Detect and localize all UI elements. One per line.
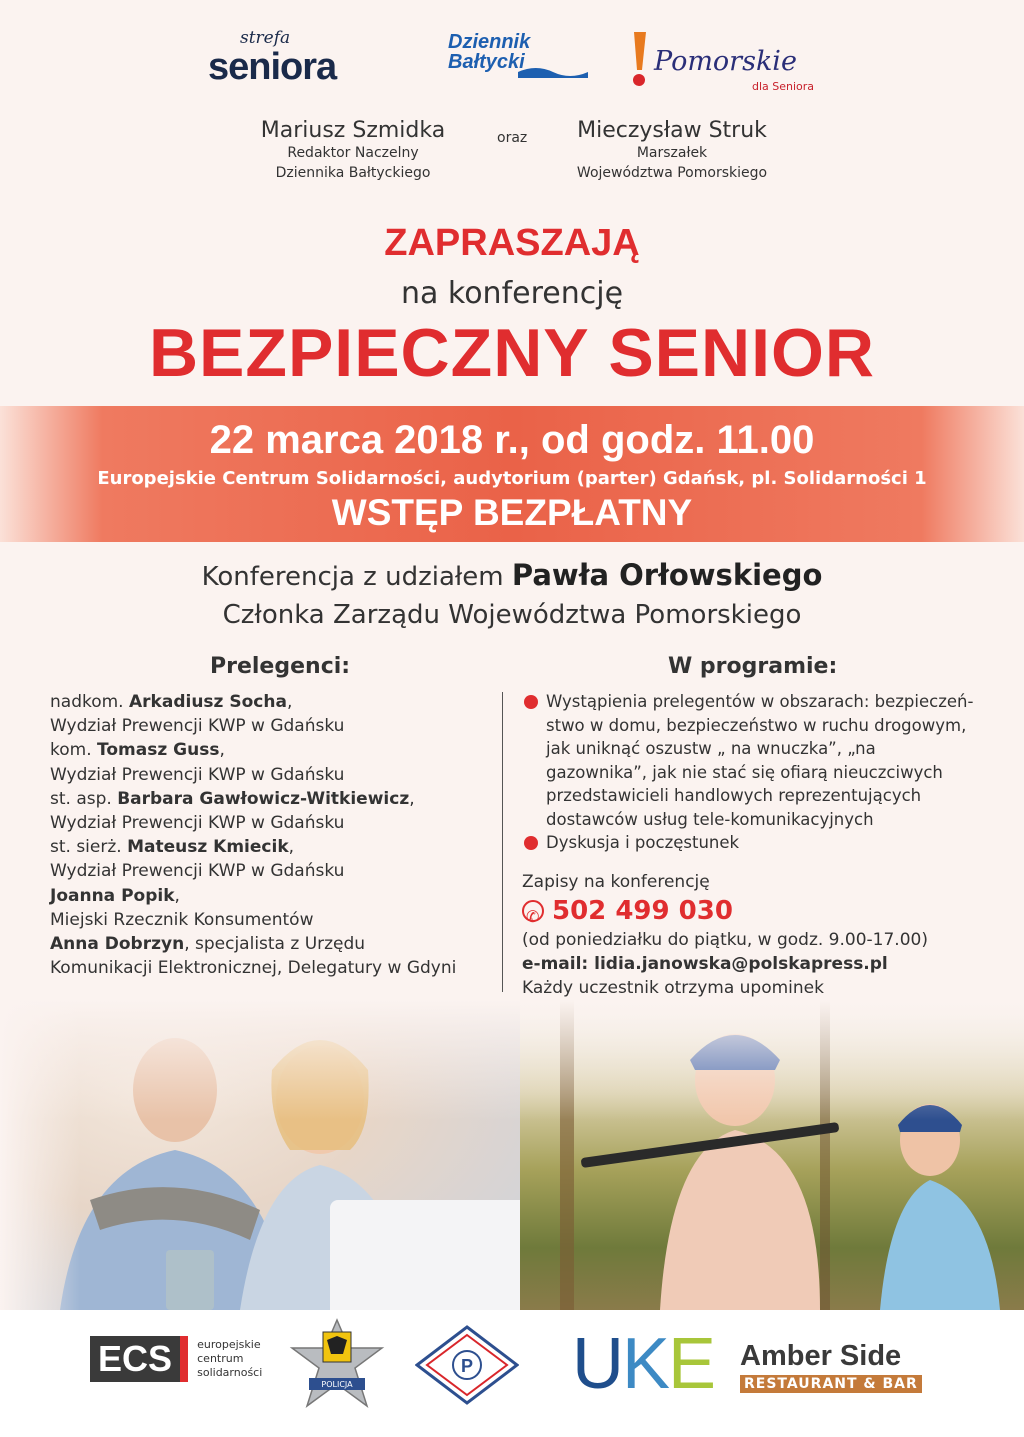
speaker-rank: st. sierż. xyxy=(50,837,128,858)
column-divider xyxy=(502,692,503,992)
registration-label: Zapisy na konferencję xyxy=(522,872,710,892)
email-label: e-mail: xyxy=(522,954,595,974)
traffic-police-logo xyxy=(415,1325,519,1405)
dziennik-baltycki-logo xyxy=(448,32,588,84)
ecs-line2: centrum xyxy=(197,1352,244,1365)
speaker-5 xyxy=(50,884,500,908)
ecs-logo-text xyxy=(197,1338,262,1380)
ecs-line1: europejskie xyxy=(197,1338,261,1351)
guest-line2: Członka Zarządu Województwa Pomorskiego xyxy=(222,600,802,630)
guest-line1 xyxy=(0,558,1024,592)
speaker-3 xyxy=(50,787,500,811)
top-fade xyxy=(0,1000,1024,1120)
speaker-name: Arkadiusz Socha xyxy=(129,692,287,712)
phone-number-row[interactable] xyxy=(522,894,992,928)
uke-k: K xyxy=(622,1324,669,1404)
speaker-1-org: Wydział Prewencji KWP w Gdańsku xyxy=(50,716,345,737)
host-and: oraz xyxy=(497,130,528,146)
strefa-logo-big: seniora xyxy=(208,46,337,88)
program-item-1-text: Wystąpienia prelegentów w obszarach: bezpieczeń-stwo w domu, bezpieczeństwo w ruchu drogowym, jak uniknąć oszustw „ na wnuczka”, „na gazownika”, jak nie stać się ofiarą nieuczciwych przedstawicieli handlowych reprezentujących dostawców usług tele-komunikacyjnych xyxy=(546,692,974,829)
speaker-tail: , xyxy=(174,885,180,906)
to-conference-text: na konferencję xyxy=(400,276,624,311)
event-info-band xyxy=(0,406,1024,542)
host-left-role1: Redaktor Naczelny xyxy=(287,145,419,161)
host-left-name: Mariusz Szmidka xyxy=(260,118,446,143)
speaker-1 xyxy=(50,690,500,714)
phone-number[interactable]: 502 499 030 xyxy=(552,896,733,926)
uke-u: U xyxy=(572,1324,622,1404)
host-right-name: Mieczysław Struk xyxy=(577,118,767,143)
free-entry: WSTĘP BEZPŁATNY xyxy=(331,492,693,533)
dziennik-logo-line1: Dziennik xyxy=(448,31,531,53)
registration-hours: (od poniedziałku do piątku, w godz. 9.00-17.00) xyxy=(522,930,928,950)
invite-heading: ZAPRASZAJĄ xyxy=(384,222,640,264)
bullet-icon xyxy=(524,695,538,709)
host-left xyxy=(252,118,454,183)
exclamation-icon xyxy=(626,30,652,90)
speaker-tail: , xyxy=(286,692,293,712)
phone-icon xyxy=(522,900,544,922)
uke-e: E xyxy=(668,1324,715,1404)
amber-side-logo xyxy=(740,1340,922,1393)
speaker-2-org: Wydział Prewencji KWP w Gdańsku xyxy=(50,764,345,785)
speaker-tail: , specjalista z Urzędu xyxy=(184,934,366,955)
strefa-logo-small: strefa xyxy=(240,28,291,48)
traffic-police-letter: P xyxy=(460,1356,474,1376)
speaker-tail: , xyxy=(288,837,295,858)
speaker-rank: kom. xyxy=(50,740,98,761)
event-date: 22 marca 2018 r., od godz. 11.00 xyxy=(209,418,815,462)
program-item-2-text: Dyskusja i poczęstunek xyxy=(546,833,740,852)
uke-logo xyxy=(572,1324,715,1404)
host-right xyxy=(566,118,778,183)
pomorskie-logo-sub: dla Seniora xyxy=(752,80,815,93)
speaker-4-org: Wydział Prewencji KWP w Gdańsku xyxy=(50,861,345,882)
speaker-name: Joanna Popik xyxy=(50,885,175,906)
host-right-role2: Województwa Pomorskiego xyxy=(576,165,768,181)
bullet-icon xyxy=(524,836,538,850)
speaker-rank: st. asp. xyxy=(50,788,118,809)
host-right-role1: Marszałek xyxy=(636,145,708,161)
ecs-logo xyxy=(90,1336,262,1382)
speaker-4 xyxy=(50,835,500,859)
amber-side-name: Amber Side xyxy=(740,1340,902,1372)
host-left-role2: Dziennika Bałtyckiego xyxy=(275,165,431,181)
gift-note: Każdy uczestnik otrzyma upominek xyxy=(522,978,824,998)
email-link[interactable]: lidia.janowska@polskapress.pl xyxy=(594,954,888,974)
event-place: Europejskie Centrum Solidarności, audytorium (parter) Gdańsk, pl. Solidarności 1 xyxy=(97,468,927,489)
speakers-list xyxy=(50,690,500,980)
registration-block xyxy=(522,870,992,1000)
police-badge-logo xyxy=(287,1318,387,1418)
program-list xyxy=(522,690,982,855)
wave-icon xyxy=(518,64,588,78)
seniors-photo-collage xyxy=(0,1000,1024,1310)
dziennik-logo-line2: Bałtycki xyxy=(448,51,525,73)
cup-shape xyxy=(166,1250,214,1310)
email-row xyxy=(522,952,992,976)
speaker-name: Mateusz Kmiecik xyxy=(127,837,289,858)
pomorskie-logo-word: Pomorskie xyxy=(654,46,797,77)
speaker-6 xyxy=(50,932,500,956)
speaker-tail: , xyxy=(409,788,415,809)
guest-prefix: Konferencja z udziałem xyxy=(201,562,504,592)
amber-side-sub: RESTAURANT & BAR xyxy=(740,1375,922,1393)
speaker-rank: nadkom. xyxy=(50,692,129,712)
left-fade xyxy=(0,1000,80,1310)
pomorskie-logo xyxy=(626,30,826,94)
ecs-line3: solidarności xyxy=(197,1366,263,1379)
speaker-name: Tomasz Guss xyxy=(97,740,220,761)
strefa-seniora-logo xyxy=(208,28,408,86)
guest-name: Pawła Orłowskiego xyxy=(511,558,823,592)
laptop-shape xyxy=(330,1200,530,1310)
speaker-5-org: Miejski Rzecznik Konsumentów xyxy=(50,909,314,930)
program-item-2 xyxy=(522,831,982,855)
speaker-3-org: Wydział Prewencji KWP w Gdańsku xyxy=(50,813,345,834)
conference-title: BEZPIECZNY SENIOR xyxy=(148,315,876,391)
speakers-heading: Prelegenci: xyxy=(210,654,351,679)
speaker-tail: , xyxy=(219,740,225,761)
ecs-logo-box: ECS xyxy=(90,1336,188,1382)
speaker-name: Barbara Gawłowicz-Witkiewicz xyxy=(117,788,410,809)
speaker-name: Anna Dobrzyn xyxy=(50,934,185,955)
speaker-2 xyxy=(50,738,500,762)
program-item-1 xyxy=(522,690,982,831)
speaker-6-org: Komunikacji Elektronicznej, Delegatury w Gdyni xyxy=(50,958,457,979)
program-heading: W programie: xyxy=(668,654,838,679)
police-label: POLICJA xyxy=(321,1380,353,1389)
